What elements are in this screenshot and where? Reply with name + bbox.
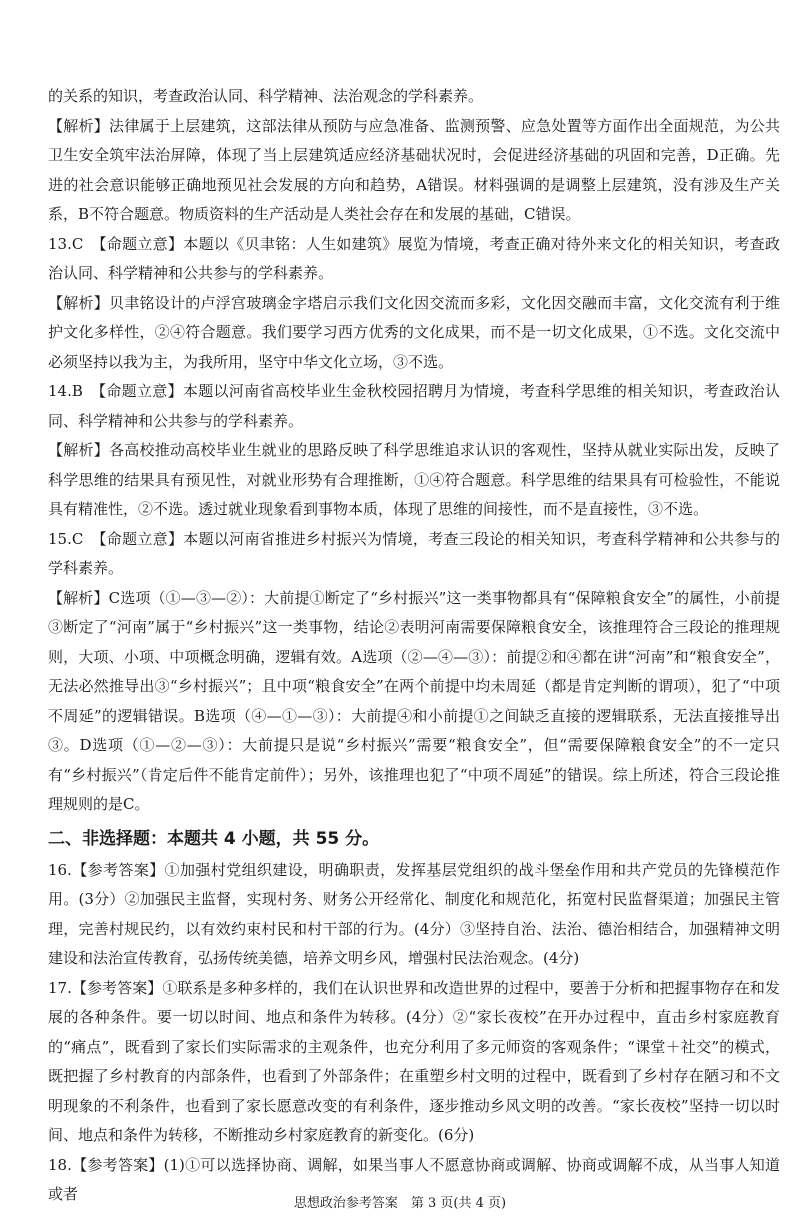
- paragraph: 13.C 【命题立意】本题以《贝聿铭：人生如建筑》展览为情境，考查正确对待外来文化的相关知识，考查政治认同、科学精神和公共参与的学科素养。: [48, 234, 780, 282]
- paragraph: 18.【参考答案】(1)①可以选择协商、调解，如果当事人不愿意协商或调解、协商或调解不成，从当事人知道或者: [48, 1155, 780, 1203]
- document-body: [48, 82, 780, 1210]
- page-footer: 思想政治参考答案 第 3 页(共 4 页): [293, 1196, 507, 1211]
- paragraph: 【解析】各高校推动高校毕业生就业的思路反映了科学思维追求认识的客观性，坚持从就业实际出发，反映了科学思维的结果具有预见性，对就业形势有合理推断，①④符合题意。科学思维的结果具有可检验性，不能说具有精准性，②不选。透过就业现象看到事物本质，体现了思维的间接性，而不是直接性，③不选。: [48, 441, 780, 518]
- section-heading: 二、非选择题：本题共 4 小题，共 55 分。: [48, 828, 380, 849]
- paragraph: 【解析】贝聿铭设计的卢浮宫玻璃金字塔启示我们文化因交流而多彩，文化因交融而丰富，文化交流有利于维护文化多样性，②④符合题意。我们要学习西方优秀的文化成果，而不是一切文化成果，①不选。文化交流中必须坚持以我为主，为我所用，坚守中华文化立场，③不选。: [48, 293, 780, 371]
- paragraph: 【解析】C选项（①—③—②）：大前提①断定了“乡村振兴”这一类事物都具有“保障粮食安全”的属性，小前提③断定了“河南”属于“乡村振兴”这一类事物，结论②表明河南需要保障粮食安全，该推理符合三段论的推理规则，大项、小项、中项概念明确，逻辑有效。A选项（②—④—③）：前提②和④都在讲“河南”和“粮食安全”，无法必然推导出③“乡村振兴”；且中项“粮食安全”在两个前提中均未周延（都是肯定判断的谓项），犯了“中项不周延”的逻辑错误。B选项（④—①—③）：大前提④和小前提①之间缺乏直接的逻辑联系，无法直接推导出③。D选项（①—②—③）：大前提只是说“乡村振兴”需要“粮食安全”，但“需要保障粮食安全”的不一定只有“乡村振兴”（肯定后件不能肯定前件）；另外，该推理也犯了“中项不周延”的错误。综上所述，符合三段论推理规则的是C。: [48, 588, 780, 813]
- paragraph: 【解析】法律属于上层建筑，这部法律从预防与应急准备、监测预警、应急处置等方面作出全面规范，为公共卫生安全筑牢法治屏障，体现了当上层建筑适应经济基础状况时，会促进经济基础的巩固和完善，D正确。先进的社会意识能够正确地预见社会发展的方向和趋势，A错误。材料强调的是调整上层建筑，没有涉及生产关系，B不符合题意。物质资料的生产活动是人类社会存在和发展的基础，C错误。: [48, 116, 780, 223]
- paragraph: 14.B 【命题立意】本题以河南省高校毕业生金秋校园招聘月为情境，考查科学思维的相关知识，考查政治认同、科学精神和公共参与的学科素养。: [48, 382, 780, 430]
- paragraph: 的关系的知识，考查政治认同、科学精神、法治观念的学科素养。: [48, 87, 484, 105]
- paragraph: 15.C 【命题立意】本题以河南省推进乡村振兴为情境，考查三段论的相关知识，考查科学精神和公共参与的学科素养。: [48, 529, 780, 577]
- paragraph: 17.【参考答案】①联系是多种多样的，我们在认识世界和改造世界的过程中，要善于分析和把握事物存在和发展的各种条件。要一切以时间、地点和条件为转移。(4分）②“家长夜校”在开办过程中，直击乡村家庭教育的“痛点”，既看到了家长们实际需求的主观条件，也充分利用了多元师资的客观条件；“课堂＋社交”的模式，既把握了乡村教育的内部条件，也看到了外部条件；在重塑乡村文明的过程中，既看到了乡村存在陋习和不文明现象的不利条件，也看到了家长愿意改变的有利条件，逐步推动乡风文明的改善。“家长夜校”坚持一切以时间、地点和条件为转移，不断推动乡村家庭教育的新变化。(6分): [48, 978, 780, 1144]
- paragraph: 16.【参考答案】①加强村党组织建设，明确职责，发挥基层党组织的战斗堡垒作用和共产党员的先锋模范作用。(3分）②加强民主监督，实现村务、财务公开经常化、制度化和规范化，拓宽村民监督渠道；加强民主管理，完善村规民约，以有效约束村民和村干部的行为。(4分）③坚持自治、法治、德治相结合，加强精神文明建设和法治宣传教育，弘扬传统美德，培养文明乡风，增强村民法治观念。(4分): [48, 860, 780, 967]
